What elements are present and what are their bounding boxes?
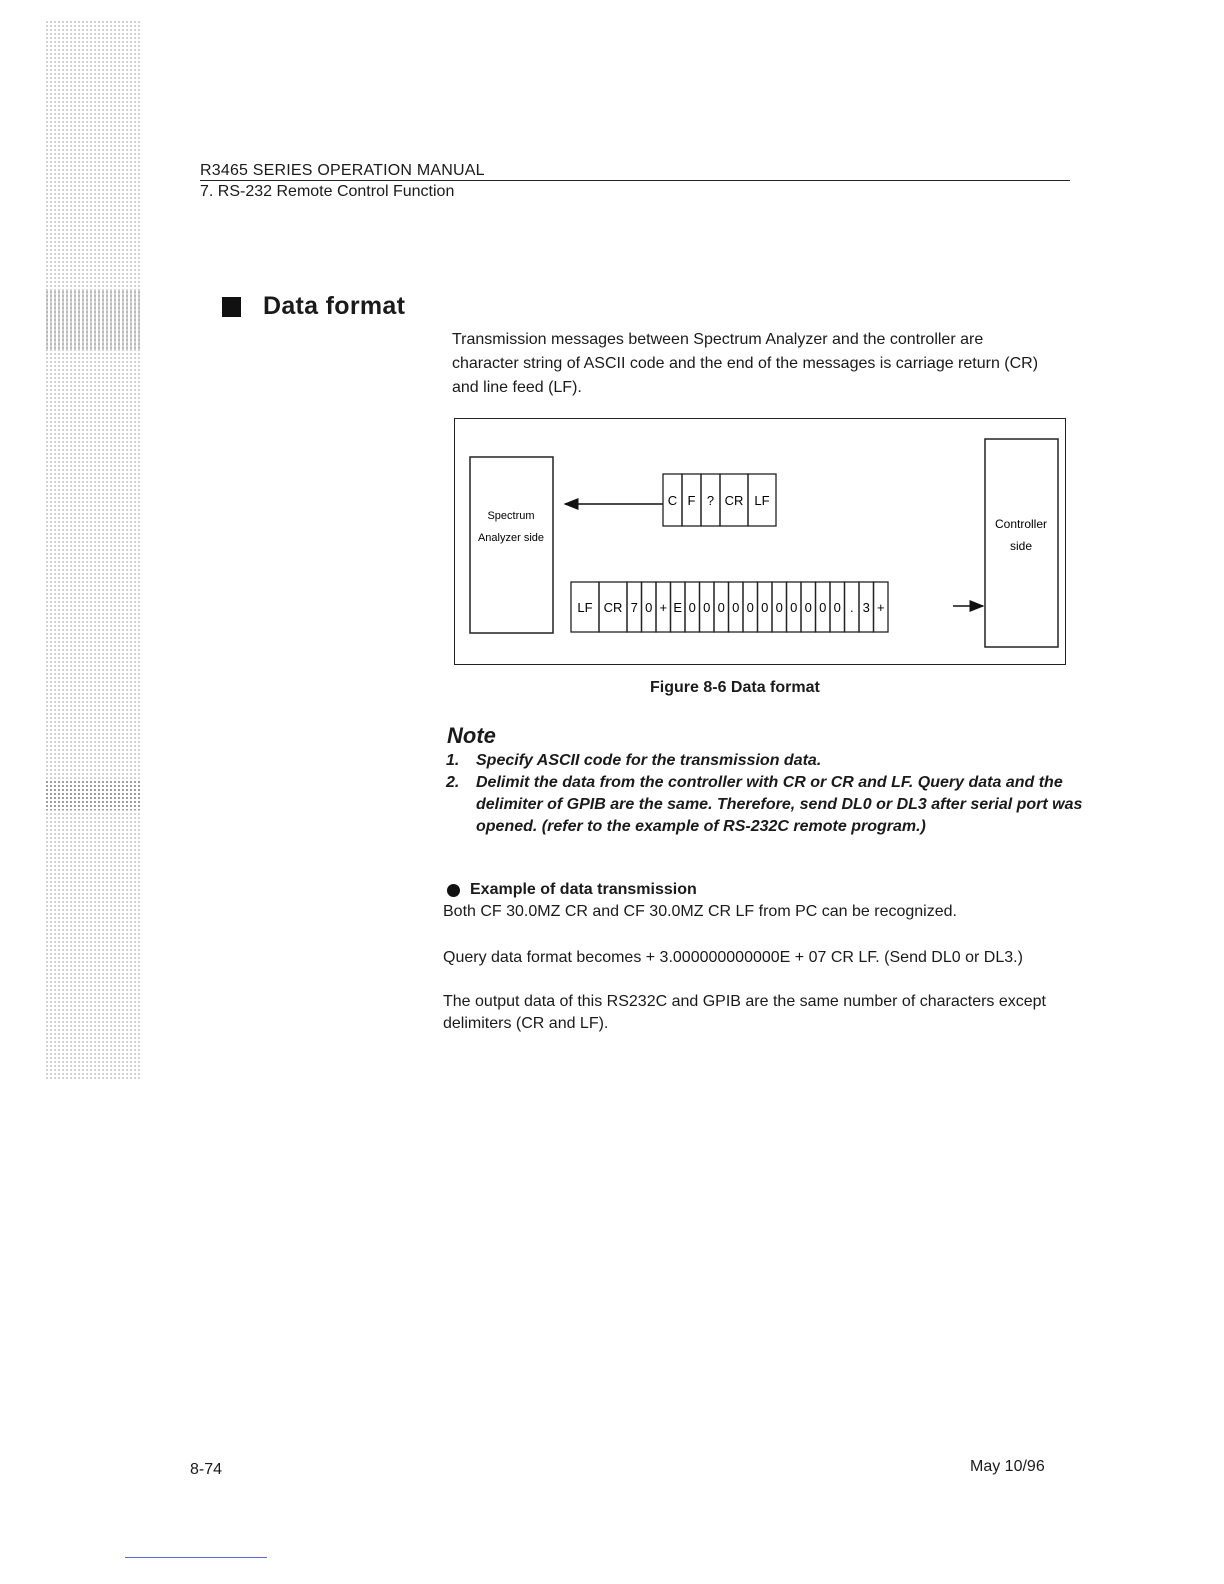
- response-cell: +: [876, 600, 885, 615]
- example-paragraph-1: Both CF 30.0MZ CR and CF 30.0MZ CR LF from PC can be recognized.: [443, 903, 957, 920]
- square-bullet-icon: [222, 297, 241, 317]
- footer-date: May 10/96: [970, 1458, 1045, 1475]
- response-cell: 0: [703, 600, 711, 615]
- response-cell: +: [659, 600, 668, 615]
- response-cell: CR: [603, 600, 623, 615]
- response-cell: 0: [804, 600, 812, 615]
- footer-rule: [125, 1557, 267, 1558]
- response-cell: 0: [833, 600, 841, 615]
- response-cell: 0: [746, 600, 754, 615]
- note-number: 2.: [446, 774, 460, 791]
- manual-title: R3465 SERIES OPERATION MANUAL: [200, 161, 1070, 181]
- spectrum-analyzer-box: [470, 457, 553, 633]
- response-cell: 0: [819, 600, 827, 615]
- note-number: 1.: [446, 752, 460, 769]
- note-list: [446, 750, 1086, 838]
- note-text: Delimit the data from the controller with CR or CR and LF. Query data and the delimiter of GPIB are the same. Therefore, send DL0 or DL3 after serial port was opened. (refer to the example of RS-232C remote program.): [476, 774, 1083, 835]
- note-text: Specify ASCII code for the transmission data.: [476, 752, 822, 769]
- data-format-figure: [454, 418, 1066, 665]
- response-cell: 0: [761, 600, 769, 615]
- query-cell: F: [687, 493, 696, 508]
- scan-noise-band: [45, 780, 140, 810]
- spectrum-label-line2: Analyzer side: [477, 532, 545, 544]
- round-bullet-icon: [447, 884, 460, 897]
- query-cell: ?: [706, 493, 715, 508]
- query-cell: C: [667, 493, 678, 508]
- chapter-title: 7. RS-232 Remote Control Function: [200, 183, 455, 200]
- response-cell: 0: [717, 600, 725, 615]
- section-title: Data format: [263, 292, 406, 320]
- response-cell: 0: [688, 600, 696, 615]
- note-item: [446, 750, 1086, 772]
- response-cell: LF: [577, 600, 593, 615]
- spectrum-label-line1: Spectrum: [487, 510, 535, 522]
- response-cell: 0: [645, 600, 653, 615]
- response-cell: 3: [862, 600, 870, 615]
- query-cell: LF: [754, 493, 770, 508]
- section-heading: [222, 292, 405, 321]
- response-cell: 0: [775, 600, 783, 615]
- note-title: Note: [447, 723, 496, 748]
- response-cell-group: [571, 582, 888, 632]
- scan-noise-dark-patch: [45, 290, 140, 350]
- page-number: 8-74: [190, 1461, 223, 1478]
- response-cell: .: [849, 600, 854, 615]
- response-cell: E: [673, 600, 683, 615]
- response-cell: 0: [732, 600, 740, 615]
- query-cell-group: [663, 474, 776, 526]
- intro-paragraph: Transmission messages between Spectrum Analyzer and the controller are character string of ASCII code and the end of the messages is carriage return (CR) and line feed (LF).: [452, 331, 1039, 396]
- example-paragraph-2: Query data format becomes + 3.000000000000E + 07 CR LF. (Send DL0 or DL3.): [443, 949, 1023, 966]
- note-item: [446, 772, 1086, 838]
- controller-label-line1: Controller: [994, 517, 1048, 531]
- example-heading: [447, 881, 697, 899]
- scan-noise-margin: [45, 20, 140, 1080]
- response-cell: 0: [790, 600, 798, 615]
- figure-diagram: [455, 419, 1067, 666]
- page-header: [200, 161, 1070, 202]
- example-paragraph-3: The output data of this RS232C and GPIB are the same number of characters except delimiters (CR and LF).: [443, 993, 1046, 1032]
- example-heading-text: Example of data transmission: [470, 881, 697, 898]
- controller-label-line2: side: [1009, 539, 1033, 553]
- figure-caption: Figure 8-6 Data format: [650, 679, 820, 696]
- response-cell: 7: [630, 600, 638, 615]
- query-cell: CR: [724, 493, 744, 508]
